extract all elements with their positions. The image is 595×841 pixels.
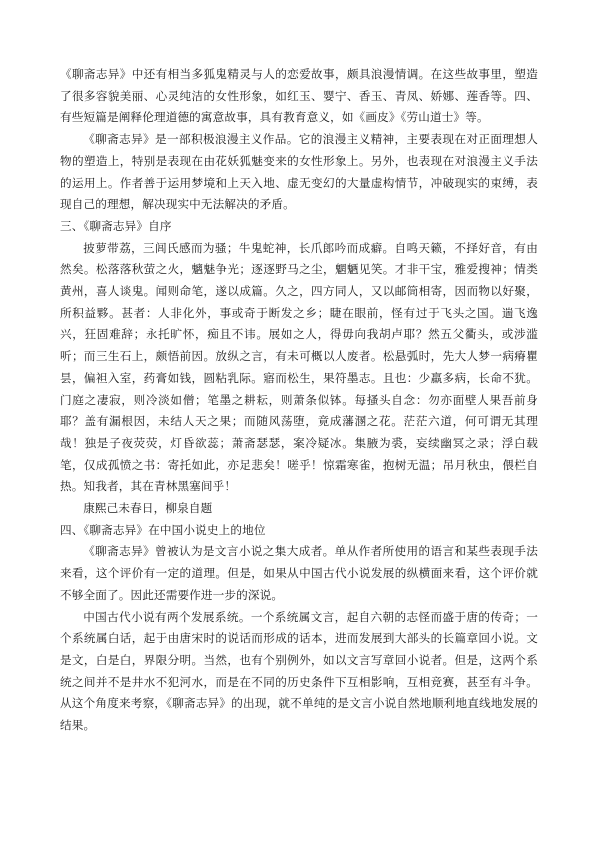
paragraph-status-evaluation: 《聊斋志异》曾被认为是文言小说之集大成者。单从作者所使用的语言和某些表现手法来看，这个评价有一定的道理。但是，如果从中国古代小说发展的纵横面来看，这个评价就不够全面了。因此还需要作进一步的深说。 [60,544,538,602]
paragraph-love-stories: 《聊斋志异》中还有相当多狐鬼精灵与人的恋爱故事，颇具浪漫情调。在这些故事里，塑造了很多容貌美丽、心灵纯洁的女性形象，如红玉、婴宁、香玉、青凤、娇娜、莲香等。四、有些短篇是阐释伦理道德的寓意故事，具有教育意义，如《画皮》《劳山道士》等。 [60,67,538,125]
section-heading-status: 四、《聊斋志异》在中国小说史上的地位 [60,522,266,537]
preface-signature: 康熙己未春日，柳泉自题 [83,501,213,516]
paragraph-preface-text: 披萝带荔，三闾氏感而为骚；牛鬼蛇神，长爪郎吟而成癖。自鸣天籁，不择好音，有由然矣。松落落秋萤之火，魑魅争光；逐逐野马之尘，魍魉见笑。才非干宝，雅爱搜神；情类黄州，喜人谈鬼。闻则命笔，遂以成篇。久之，四方同人，又以邮筒相寄，因而物以好聚，所积益夥。甚者：人非化外，事或奇于断发之乡；睫在眼前，怪有过于飞头之国。遄飞逸兴，狂固难辞；永托旷怀，痴且不讳。展如之人，得毋向我胡卢耶？然五父衢头，或涉滥听；而三生石上，颇悟前因。放纵之言，有未可概以人废者。松悬弧时，先大人梦一病瘠瞿昙，偏袒入室，药膏如钱，圆粘乳际。寤而松生，果符墨志。且也：少羸多病，长命不犹。门庭之凄寂，则冷淡如僧；笔墨之耕耘，则萧条似钵。每搔头自念：勿亦面壁人果吾前身耶？盖有漏根因，未结人天之果；而随风荡堕，竟成藩溷之花。茫茫六道，何可谓无其理哉！独是子夜荧荧，灯昏欲蕊；萧斋瑟瑟，案冷疑冰。集腋为裘，妄续幽冥之录；浮白载笔，仅成孤愤之书：寄托如此，亦足悲矣！嗟乎！惊霜寒雀，抱树无温；吊月秋虫，偎栏自热。知我者，其在青林黑塞间乎！ [60,240,538,494]
paragraph-romanticism: 《聊斋志异》是一部积极浪漫主义作品。它的浪漫主义精神，主要表现在对正面理想人物的塑造上，特别是表现在由花妖狐魅变来的女性形象上。另外，也表现在对浪漫主义手法的运用上。作者善于运用梦境和上天入地、虚无变幻的大量虚构情节，冲破现实的束缚，表现自己的理想，解决现实中无法解决的矛盾。 [60,132,538,212]
paragraph-two-systems: 中国古代小说有两个发展系统。一个系统属文言，起自六朝的志怪而盛于唐的传奇；一个系统属白话，起于由唐宋时的说话而形成的话本，进而发展到大部头的长篇章回小说。文是文，白是白，界限分明。当然，也有个别例外，如以文言写章回小说者。但是，这两个系统之间并不是井水不犯河水，而是在不同的历史条件下互相影响，互相竞赛，甚至有斗争。从这个角度来考察，《聊斋志异》的出现，就不单纯的是文言小说自然地顺利地直线地发展的结果。 [60,609,538,733]
document-body [60,64,538,737]
section-heading-preface: 三、《聊斋志异》自序 [60,218,172,233]
